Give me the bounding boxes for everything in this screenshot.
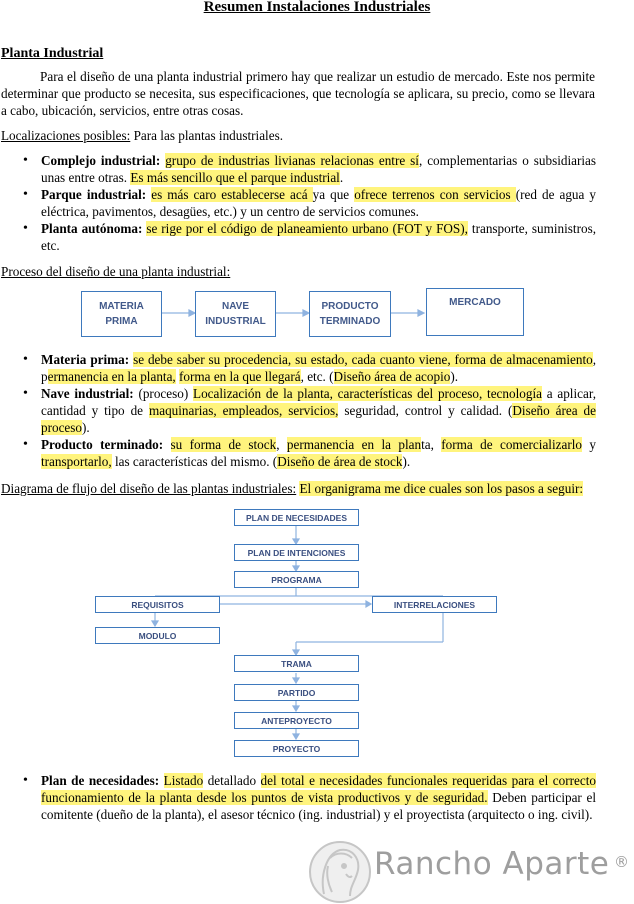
- term-producto-terminado: Producto terminado:: [41, 437, 164, 452]
- body-text: detallado: [203, 773, 261, 788]
- highlight-text: grupo de industrias livianas relacionas entre sí: [165, 153, 419, 168]
- highlight-text: Diseño área de proceso: [41, 403, 596, 435]
- highlight-text: su forma de stock: [170, 437, 277, 452]
- document-title: Resumen Instalaciones Industriales: [203, 0, 431, 15]
- process-box-materia-prima: MATERIA PRIMA: [81, 291, 162, 337]
- list-item: [41, 772, 596, 823]
- body-text: ta,: [421, 437, 442, 452]
- body-text: y: [582, 437, 596, 452]
- flow-box-requisitos: REQUISITOS: [95, 596, 220, 613]
- body-text: , complementarias o subsidiarias unas entre otras.: [41, 153, 597, 185]
- term-nave-industrial: Nave industrial:: [41, 386, 134, 401]
- highlight-text: Localización de la planta, características del proceso, tecnología: [193, 386, 542, 401]
- body-text: Deben participar el comitente (dueño de la planta), el asesor técnico (ing. industrial) y el proyectista (arquitecto o ing. civil).: [41, 790, 596, 822]
- flow-box-anteproyecto: ANTEPROYECTO: [234, 712, 359, 729]
- highlight-text: ermanencia en la planta,: [47, 369, 176, 384]
- flow-box-partido: PARTIDO: [234, 684, 359, 701]
- body-text: ).: [402, 454, 411, 469]
- flow-box-programa: PROGRAMA: [234, 571, 359, 588]
- highlight-text: Listado: [163, 773, 204, 788]
- registered-mark: ®: [614, 853, 629, 871]
- process-box-nave-industrial: NAVE INDUSTRIAL: [195, 291, 276, 337]
- body-text: ).: [82, 420, 90, 435]
- highlight-text: maquinarias, empleados, servicios,: [148, 403, 339, 418]
- body-text: , etc. (: [300, 369, 334, 384]
- term-parque: Parque industrial:: [41, 187, 147, 202]
- localizaciones-label: Localizaciones posibles:: [1, 128, 131, 143]
- flow-box-modulo: MODULO: [95, 627, 220, 644]
- highlight-text: del total e necesidades funcionales requeridas para el correcto funcionamiento de la planta desde los puntos de vista productivos y de seguridad.: [41, 773, 596, 805]
- logo-text: Rancho Aparte: [374, 846, 610, 882]
- term-complejo: Complejo industrial:: [41, 153, 161, 168]
- process-box-producto-terminado: PRODUCTO TERMINADO: [309, 291, 391, 337]
- highlight-text: se rige por el código de planeamiento urbano (FOT y FOS),: [146, 221, 468, 236]
- highlight-text: forma de comercializarlo: [441, 437, 582, 452]
- highlight-text: es más caro establecerse acá: [151, 187, 313, 202]
- term-plan-de-necesidades: Plan de necesidades:: [41, 773, 160, 788]
- body-text: seguridad, control y calidad. (: [338, 403, 513, 418]
- intro-paragraph: Para el diseño de una planta industrial primero hay que realizar un estudio de mercado. Este nos permite determinar que producto se necesita, sus especificaciones, que tecnología se aplicara, su precio, como se llevara a cabo, ubicación, servicios, entre otras cosas.: [1, 69, 595, 118]
- process-box-mercado: MERCADO: [426, 288, 524, 336]
- body-text: las características del mismo. (: [111, 454, 278, 469]
- term-materia-prima: Materia prima:: [41, 352, 130, 367]
- body-text: (red de agua y eléctrica, pavimentos, desagües, etc.) y un centro de servicios comunes.: [41, 187, 596, 219]
- body-text: ya que: [312, 187, 355, 202]
- highlight-text: Diseño área de acopio: [333, 369, 451, 384]
- diagrama-label: Diagrama de flujo del diseño de las plantas industriales:: [1, 481, 297, 496]
- highlight-text: Diseño de área de stock: [277, 454, 403, 469]
- flow-box-trama: TRAMA: [234, 655, 359, 672]
- body-text: , p: [41, 352, 597, 384]
- body-text: transporte, suministros, etc.: [41, 221, 597, 253]
- flow-box-interrelaciones: INTERRELACIONES: [372, 596, 497, 613]
- highlight-text: forma en la que llegará: [179, 369, 301, 384]
- flow-box-plan-de-necesidades: PLAN DE NECESIDADES: [234, 509, 359, 526]
- highlight-text: permanencia en la plan: [286, 437, 422, 452]
- section-heading: Planta Industrial: [1, 46, 104, 61]
- highlight-text: transportarlo,: [41, 454, 112, 469]
- highlight-text: Es más sencillo que el parque industrial: [130, 170, 340, 185]
- body-text: a aplicar, cantidad y tipo de: [41, 386, 596, 418]
- body-text: .: [339, 170, 344, 185]
- body-text: ).: [450, 369, 459, 384]
- highlight-text: ofrece terrenos con servicios: [354, 187, 516, 202]
- body-text: ,: [276, 437, 287, 452]
- plan-list: [0, 772, 596, 823]
- term-planta-autonoma: Planta autónoma:: [41, 221, 143, 236]
- proceso-label: Proceso del diseño de una planta industrial:: [1, 264, 231, 279]
- flow-box-plan-de-intenciones: PLAN DE INTENCIONES: [234, 544, 359, 561]
- flow-box-proyecto: PROYECTO: [234, 740, 359, 757]
- diagrama-highlight: El organigrama me dice cuales son los pasos a seguir:: [299, 481, 584, 496]
- localizaciones-rest: Para las plantas industriales.: [130, 128, 283, 143]
- highlight-text: se debe saber su procedencia, su estado, cada cuanto viene, forma de almacenamiento: [133, 352, 593, 367]
- body-text: (proceso): [133, 386, 194, 401]
